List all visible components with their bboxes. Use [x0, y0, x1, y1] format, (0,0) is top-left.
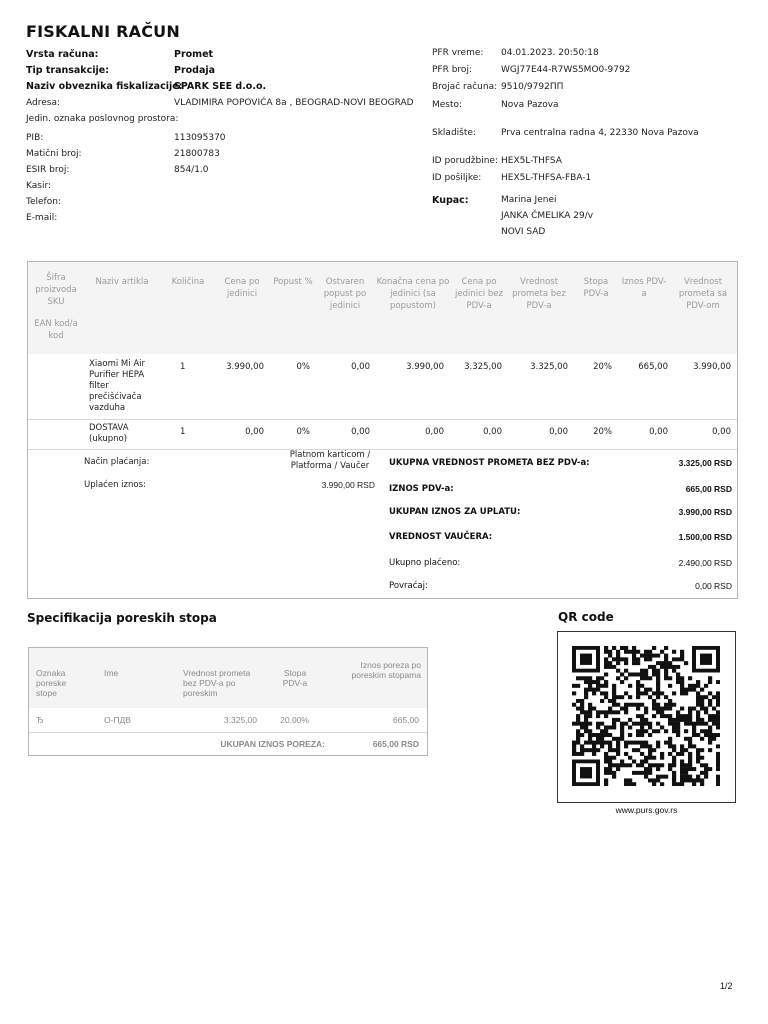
item-discount-pct: 0% — [296, 362, 310, 372]
tax-row-code: Ђ — [36, 715, 44, 725]
meta-field-value: Nova Pazova — [501, 100, 559, 110]
header-net-total: Vrednost prometa bez PDV-a — [512, 277, 566, 311]
page-title: FISKALNI RAČUN — [26, 22, 180, 41]
paid-amount-value: 3.990,00 RSD — [321, 480, 375, 490]
seller-field-value: Promet — [174, 49, 214, 60]
seller-field-label: Telefon: — [26, 197, 61, 207]
meta-field-value: WGJ77E44-R7WS5MO0-9792 — [501, 65, 631, 75]
item-vat-rate: 20% — [593, 362, 612, 372]
item-discount: 0,00 — [351, 362, 370, 372]
item-name: DOSTAVA (ukupno) — [89, 423, 129, 444]
header-qty: Količina — [171, 277, 205, 287]
total-value: 1.500,00 RSD — [678, 532, 732, 542]
tax-table — [28, 647, 428, 756]
meta-field-value: HEX5L-THFSA-FBA-1 — [501, 173, 592, 183]
seller-field-label: E-mail: — [26, 213, 58, 223]
seller-field-value: 854/1.0 — [174, 165, 209, 175]
buyer-street: JANKA ČMELIKA 29/v — [501, 211, 594, 221]
item-gross-total: 3.990,00 — [693, 362, 731, 372]
header-discount-pct: Popust % — [273, 277, 313, 287]
header-unit-price: Cena po jedinici — [224, 277, 260, 299]
total-label: VREDNOST VAUČERA: — [389, 532, 493, 542]
header-final-price: Konačna cena po jedinici (sa popustom) — [376, 277, 450, 311]
item-unit-price: 0,00 — [245, 427, 264, 437]
item-vat-rate: 20% — [593, 427, 612, 437]
qr-code-icon — [572, 646, 720, 786]
item-net-price: 3.325,00 — [464, 362, 502, 372]
tax-row-divider — [29, 732, 427, 733]
seller-field-label: Naziv obveznika fiskalizacije: — [26, 81, 183, 92]
seller-field-label: ESIR broj: — [26, 165, 70, 175]
item-name: Xiaomi Mi Air Purifier HEPA filter prečišćivača vazduha — [89, 359, 146, 413]
meta-field-label: Skladište: — [432, 128, 476, 138]
total-label: UKUPNA VREDNOST PROMETA BEZ PDV-a: — [389, 458, 590, 468]
item-net-total: 0,00 — [549, 427, 568, 437]
item-final-price: 3.990,00 — [406, 362, 444, 372]
total-label: IZNOS PDV-a: — [389, 484, 454, 494]
meta-field-value: 9510/9792ПП — [501, 82, 564, 92]
tax-row-name: О-ПДВ — [104, 715, 131, 725]
page-number: 1/2 — [720, 981, 733, 991]
total-label: Ukupno plaćeno: — [389, 558, 461, 568]
seller-field-value: VLADIMIRA POPOVIĆA 8a , BEOGRAD-NOVI BEOGRAD — [174, 98, 414, 108]
total-value: 2.490,00 RSD — [678, 558, 732, 568]
header-net-price: Cena po jedinici bez PDV-a — [455, 277, 503, 311]
items-table — [27, 261, 738, 599]
qr-url: www.purs.gov.rs — [615, 805, 678, 815]
meta-field-value: 04.01.2023. 20:50:18 — [501, 48, 599, 58]
tax-row-rate: 20.00% — [280, 715, 309, 725]
seller-field-label: Jedin. oznaka poslovnog prostora: — [26, 114, 179, 124]
header-name: Naziv artikla — [95, 277, 149, 287]
paid-amount-label: Uplaćen iznos: — [84, 480, 146, 490]
item-discount: 0,00 — [351, 427, 370, 437]
tax-header-name: Ime — [104, 668, 119, 678]
header-ean: EAN kod/a kod — [34, 319, 78, 341]
meta-field-label: Mesto: — [432, 100, 463, 110]
total-label: UKUPAN IZNOS ZA UPLATU: — [389, 507, 521, 517]
meta-field-label: PFR vreme: — [432, 48, 484, 58]
meta-field-label: ID pošiljke: — [432, 173, 482, 183]
seller-field-value: 21800783 — [174, 149, 220, 159]
meta-field-label: Brojač računa: — [432, 82, 498, 92]
tax-row-amount: 665,00 — [393, 715, 419, 725]
header-vat-amount: Iznos PDV-a — [621, 277, 667, 299]
total-value: 3.990,00 RSD — [678, 507, 732, 517]
header-sku: Šifra proizvoda SKU — [35, 273, 77, 307]
buyer-name: Marina Jenei — [501, 195, 557, 205]
tax-header-rate: Stopa PDV-a — [282, 668, 308, 688]
total-value: 0,00 RSD — [695, 581, 732, 591]
tax-header-base: Vrednost prometa bez PDV-a po poreskim — [183, 668, 251, 698]
meta-field-value: HEX5L-THFSA — [501, 156, 562, 166]
item-vat-amount: 665,00 — [638, 362, 668, 372]
seller-field-label: Tip transakcije: — [26, 65, 110, 76]
meta-field-value: Prva centralna radna 4, 22330 Nova Pazova — [501, 128, 699, 138]
item-qty: 1 — [180, 427, 186, 437]
payment-method-value: Platnom karticom / Platforma / Vaučer — [289, 450, 371, 471]
tax-header-amount: Iznos poreza po poreskim stopama — [351, 660, 421, 680]
seller-field-value: 113095370 — [174, 133, 226, 143]
buyer-label: Kupac: — [432, 195, 469, 206]
meta-field-label: ID porudžbine: — [432, 156, 498, 166]
item-qty: 1 — [180, 362, 186, 372]
seller-field-value: Prodaja — [174, 65, 216, 76]
total-value: 665,00 RSD — [685, 484, 732, 494]
seller-field-label: Kasir: — [26, 181, 52, 191]
item-vat-amount: 0,00 — [649, 427, 668, 437]
tax-section-title: Specifikacija poreskih stopa — [27, 611, 217, 625]
total-label: Povraćaj: — [389, 581, 428, 591]
row-divider — [28, 419, 737, 420]
tax-header-code: Oznaka poreske stope — [36, 668, 67, 698]
item-final-price: 0,00 — [425, 427, 444, 437]
qr-code-frame — [557, 631, 736, 803]
seller-field-label: PIB: — [26, 133, 44, 143]
item-discount-pct: 0% — [296, 427, 310, 437]
payment-method-label: Način plaćanja: — [84, 457, 150, 467]
tax-total-label: UKUPAN IZNOS POREZA: — [220, 739, 325, 749]
item-net-total: 3.325,00 — [530, 362, 568, 372]
row-divider — [28, 449, 737, 450]
header-vat-rate: Stopa PDV-a — [583, 277, 609, 299]
item-unit-price: 3.990,00 — [226, 362, 264, 372]
buyer-city: NOVI SAD — [501, 227, 546, 237]
meta-field-label: PFR broj: — [432, 65, 472, 75]
header-discount: Ostvaren popust po jedinici — [323, 277, 367, 311]
seller-field-label: Matični broj: — [26, 149, 82, 159]
qr-title: QR code — [558, 610, 614, 624]
tax-row-base: 3.325,00 — [223, 715, 257, 725]
total-value: 3.325,00 RSD — [678, 458, 732, 468]
item-gross-total: 0,00 — [712, 427, 731, 437]
seller-field-value: SPARK SEE d.o.o. — [174, 81, 267, 92]
header-gross-total: Vrednost prometa sa PDV-om — [678, 277, 728, 311]
item-net-price: 0,00 — [483, 427, 502, 437]
seller-field-label: Vrsta računa: — [26, 49, 99, 60]
seller-field-label: Adresa: — [26, 98, 60, 108]
tax-total-value: 665,00 RSD — [372, 739, 419, 749]
